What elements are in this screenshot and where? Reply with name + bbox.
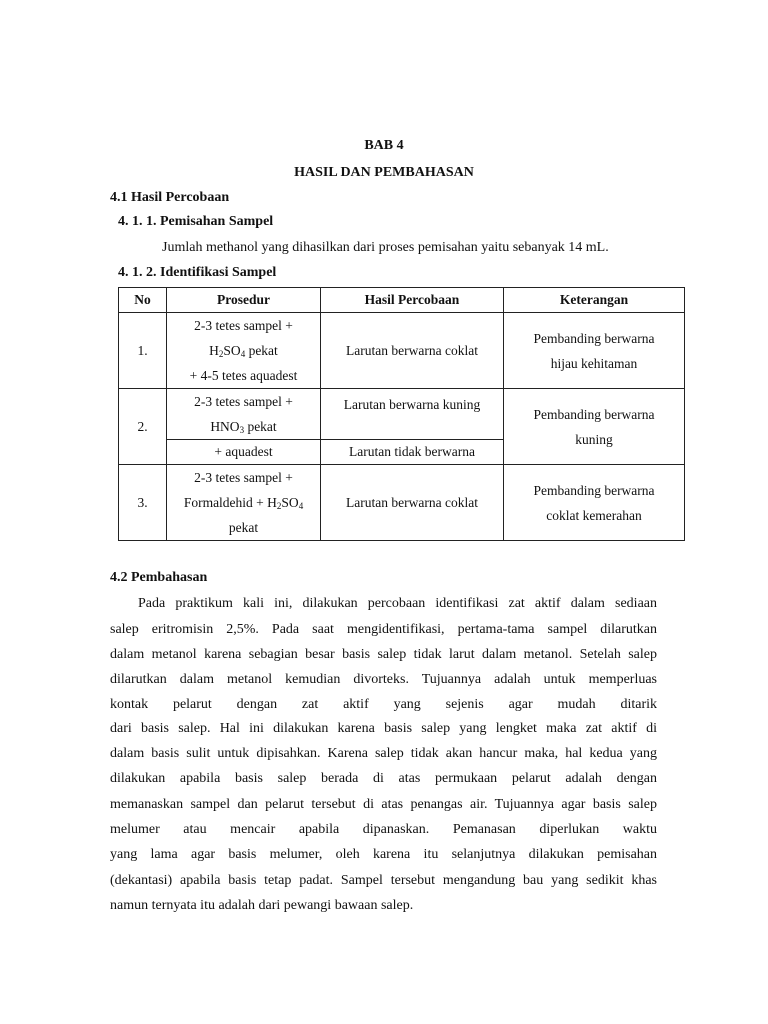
row-prosedur <box>167 389 321 440</box>
row-hasil: Larutan berwarna kuning <box>321 389 504 440</box>
row-number: 3. <box>119 465 167 541</box>
prosedur-line: + 4-5 tetes aquadest <box>189 368 298 383</box>
prosedur-line: $H_2SO_4$ pekat <box>209 343 278 359</box>
row-prosedur <box>167 465 321 541</box>
paragraph-line: salep eritromisin 2,5%. Pada saat mengidentifikasi, pertama-tama sampel dilarutkan <box>110 622 657 637</box>
row-prosedur <box>167 313 321 389</box>
paragraph-line: dilakukan apabila basis salep berada di atas permukaan pelarut adalah dengan <box>110 771 657 786</box>
section-heading-4-2: 4.2 Pembahasan <box>110 570 208 585</box>
row-hasil: Larutan berwarna coklat <box>321 465 504 541</box>
prosedur-line: 2-3 tetes sampel + <box>194 318 293 333</box>
subsection-heading-4-1-2: 4. 1. 2. Identifikasi Sampel <box>118 265 277 280</box>
paragraph-line: namun ternyata itu adalah dari pewangi bawaan salep. <box>110 898 414 913</box>
paragraph-line: dari basis salep. Hal ini dilakukan karena basis salep yang lengket maka zat aktif di <box>110 721 657 736</box>
row-hasil: Larutan berwarna coklat <box>321 313 504 389</box>
keterangan-line: Pembanding berwarna <box>533 330 655 346</box>
table-row <box>119 313 685 389</box>
row-keterangan <box>504 465 685 541</box>
header-prosedur: Prosedur <box>167 288 321 313</box>
row-keterangan <box>504 389 685 465</box>
paragraph-line: melumer atau mencair apabila dipanaskan. Pemanasan diperlukan waktu <box>110 822 657 837</box>
paragraph-line: yang lama agar basis melumer, oleh karena itu selanjutnya dilakukan pemisahan <box>110 847 657 862</box>
prosedur-line: Formaldehid + $H_2SO_4$ <box>183 495 304 511</box>
row-number: 2. <box>119 389 167 465</box>
paragraph-line: memanaskan sampel dan pelarut tersebut di atas penangas air. Tujuannya agar basis salep <box>110 797 657 812</box>
table-header-row <box>119 288 685 313</box>
section-heading-4-1: 4.1 Hasil Percobaan <box>110 190 230 205</box>
paragraph-line: dilarutkan dalam metanol kemudian divorteks. Tujuannya adalah untuk memperluas <box>110 672 657 687</box>
row-prosedur: + aquadest <box>167 440 321 465</box>
header-hasil: Hasil Percobaan <box>321 288 504 313</box>
row-number: 1. <box>119 313 167 389</box>
header-no: No <box>119 288 167 313</box>
subsection-text-4-1-1: Jumlah methanol yang dihasilkan dari proses pemisahan yaitu sebanyak 14 mL. <box>162 240 609 255</box>
subsection-heading-4-1-1: 4. 1. 1. Pemisahan Sampel <box>118 214 274 229</box>
table-row <box>119 465 685 541</box>
chapter-title: HASIL DAN PEMBAHASAN <box>294 165 474 180</box>
keterangan-line: Pembanding berwarna <box>533 482 655 498</box>
paragraph-line: dalam metanol karena sebagian besar basis salep tidak larut dalam metanol. Setelah salep <box>110 647 657 662</box>
row-keterangan <box>504 313 685 389</box>
prosedur-line: pekat <box>228 520 259 535</box>
paragraph-line: kontak pelarut dengan zat aktif yang sejenis agar mudah ditarik <box>110 697 657 712</box>
header-keterangan: Keterangan <box>504 288 685 313</box>
keterangan-line: hijau kehitaman <box>550 355 638 371</box>
paragraph-line: (dekantasi) apabila basis tetap padat. Sampel tersebut mengandung bau yang sedikit khas <box>110 873 657 888</box>
paragraph-line: Pada praktikum kali ini, dilakukan percobaan identifikasi zat aktif dalam sediaan <box>138 596 657 611</box>
chapter-number: BAB 4 <box>364 138 404 153</box>
keterangan-line: kuning <box>575 431 613 447</box>
prosedur-line: 2-3 tetes sampel + <box>194 470 293 485</box>
table-row <box>119 389 685 440</box>
prosedur-line: 2-3 tetes sampel + <box>194 394 293 409</box>
row-hasil: Larutan tidak berwarna <box>321 440 504 465</box>
keterangan-line: coklat kemerahan <box>546 507 642 523</box>
identification-table <box>118 287 685 541</box>
keterangan-line: Pembanding berwarna <box>533 406 655 422</box>
paragraph-line: dalam basis sulit untuk dipisahkan. Karena salep tidak akan hancur maka, hal kedua yang <box>110 746 657 761</box>
prosedur-line: $HNO_3$ pekat <box>210 419 277 435</box>
